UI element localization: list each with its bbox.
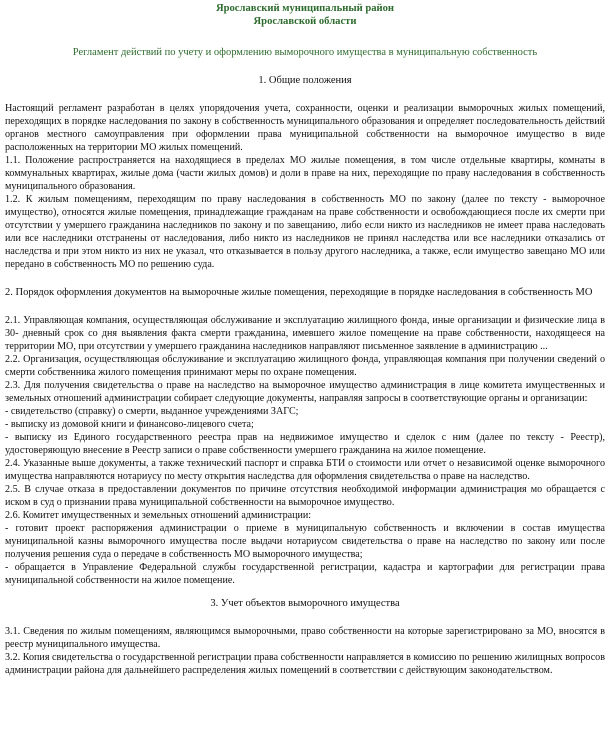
paragraph-2-1: 2.1. Управляющая компания, осуществляющая обслуживание и эксплуатацию жилищного фонда, иные организации и физические лица в 30- дневный срок со дня выявления факта смерти гражданина, имевшего жилое помещение на праве собственности, находящееся на территории МО, при отсутствии у умершего гражданина наследников направляют письменное заявление в администрацию ...: [5, 315, 605, 352]
paragraph-2-6: 2.6. Комитет имущественных и земельных отношений администрации:: [5, 510, 312, 521]
header-district: Ярославский муниципальный район: [215, 3, 395, 14]
section-3-title: 3. Учет объектов выморочного имущества: [210, 598, 400, 609]
document-title: Регламент действий по учету и оформлению выморочного имущества в муниципальную собственность: [72, 47, 538, 58]
header-region: Ярославской области: [253, 16, 357, 27]
list-item: - свидетельство (справку) о смерти, выданное учреждениями ЗАГС;: [5, 406, 299, 417]
list-item: - обращается в Управление Федеральной службы государственной регистрации, кадастра и картографии для регистрации права муниципальной собственности на жилое помещение.: [5, 562, 605, 586]
paragraph-1-1: 1.1. Положение распространяется на находящиеся в пределах МО жилые помещения, в том числе отдельные квартиры, комнаты в коммунальных квартирах, жилые дома (части жилых домов) и доли в праве на них, переходящие по праву наследования в собственность муниципального образования.: [5, 155, 605, 192]
paragraph-2-2: 2.2. Организация, осуществляющая обслуживание и эксплуатацию жилищного фонда, управляющая компания при получении сведений о смерти собственника жилого помещения принимают меры по охране помещения.: [5, 354, 605, 378]
list-item: - готовит проект распоряжения администрации о приеме в муниципальную собственность и включении в состав имущества муниципальной казны выморочного имущества после выдачи нотариусом свидетельства о праве на наследство по закону или после получения решения суда о передаче в собственность МО выморочного имущества;: [5, 523, 605, 560]
paragraph-3-2: 3.2. Копия свидетельства о государственной регистрации права собственности направляется в комиссию по решению жилищных вопросов администрации района для дальнейшего распределения жилых помещений в соответствии с действующим законодательством.: [5, 652, 605, 676]
section-1-title: 1. Общие положения: [258, 75, 352, 86]
paragraph-2-3: 2.3. Для получения свидетельства о праве на наследство на выморочное имущество администрация в лице комитета имущественных и земельных отношений администрации собирает следующие документы, направляя запросы в соответствующие органы и организации:: [5, 380, 605, 404]
intro-paragraph: Настоящий регламент разработан в целях упорядочения учета, сохранности, оценки и реализации выморочных жилых помещений, переходящих в порядке наследования по закону в собственность муниципального образования и определяет последовательность действий органов местного самоуправления при оформлении права муниципальной собственности на выморочное имущество в виде расположенных на территории МО жилых помещений.: [5, 103, 605, 153]
section-2-title: 2. Порядок оформления документов на выморочные жилые помещения, переходящие в порядке наследования в собственность МО: [5, 287, 593, 298]
paragraph-2-4: 2.4. Указанные выше документы, а также технический паспорт и справка БТИ о стоимости или отчет о независимой оценке выморочного имущества направляются нотариусу по месту открытия наследства для оформления свидетельства о праве на наследство.: [5, 458, 605, 482]
document-header: [5, 2, 605, 28]
list-item: - выписку из домовой книги и финансово-лицевого счета;: [5, 419, 254, 430]
paragraph-3-1: 3.1. Сведения по жилым помещениям, являющимся выморочными, право собственности на которые зарегистрировано за МО, вносятся в реестр муниципального имущества.: [5, 626, 605, 650]
paragraph-1-2: 1.2. К жилым помещениям, переходящим по праву наследования в собственность МО по закону (далее по тексту - выморочное имущество), относятся жилые помещения, принадлежащие гражданам на праве собственности и освобождающиеся после их смерти при отсутствии у умершего гражданина наследников по закону и по завещанию, либо если никто из наследников не имеет права наследовать или все наследники отстранены от наследования, либо никто из наследников не принял наследства или все наследники отказались от наследства и при этом никто из них не указал, что отказывается в пользу другого наследника, а также, если имущество завещано МО или передано в собственность МО по решению суда.: [5, 194, 605, 270]
paragraph-2-5: 2.5. В случае отказа в предоставлении документов по причине отсутствия необходимой информации администрация мо обращается с иском в суд о признании права муниципальной собственности на выморочное имущество.: [5, 484, 605, 508]
list-item: - выписку из Единого государственного реестра прав на недвижимое имущество и сделок с ним (далее по тексту - Реестр), удостоверяющую внесение в Реестр записи о праве собственности умершего гражданина на жилое помещение.: [5, 432, 605, 456]
